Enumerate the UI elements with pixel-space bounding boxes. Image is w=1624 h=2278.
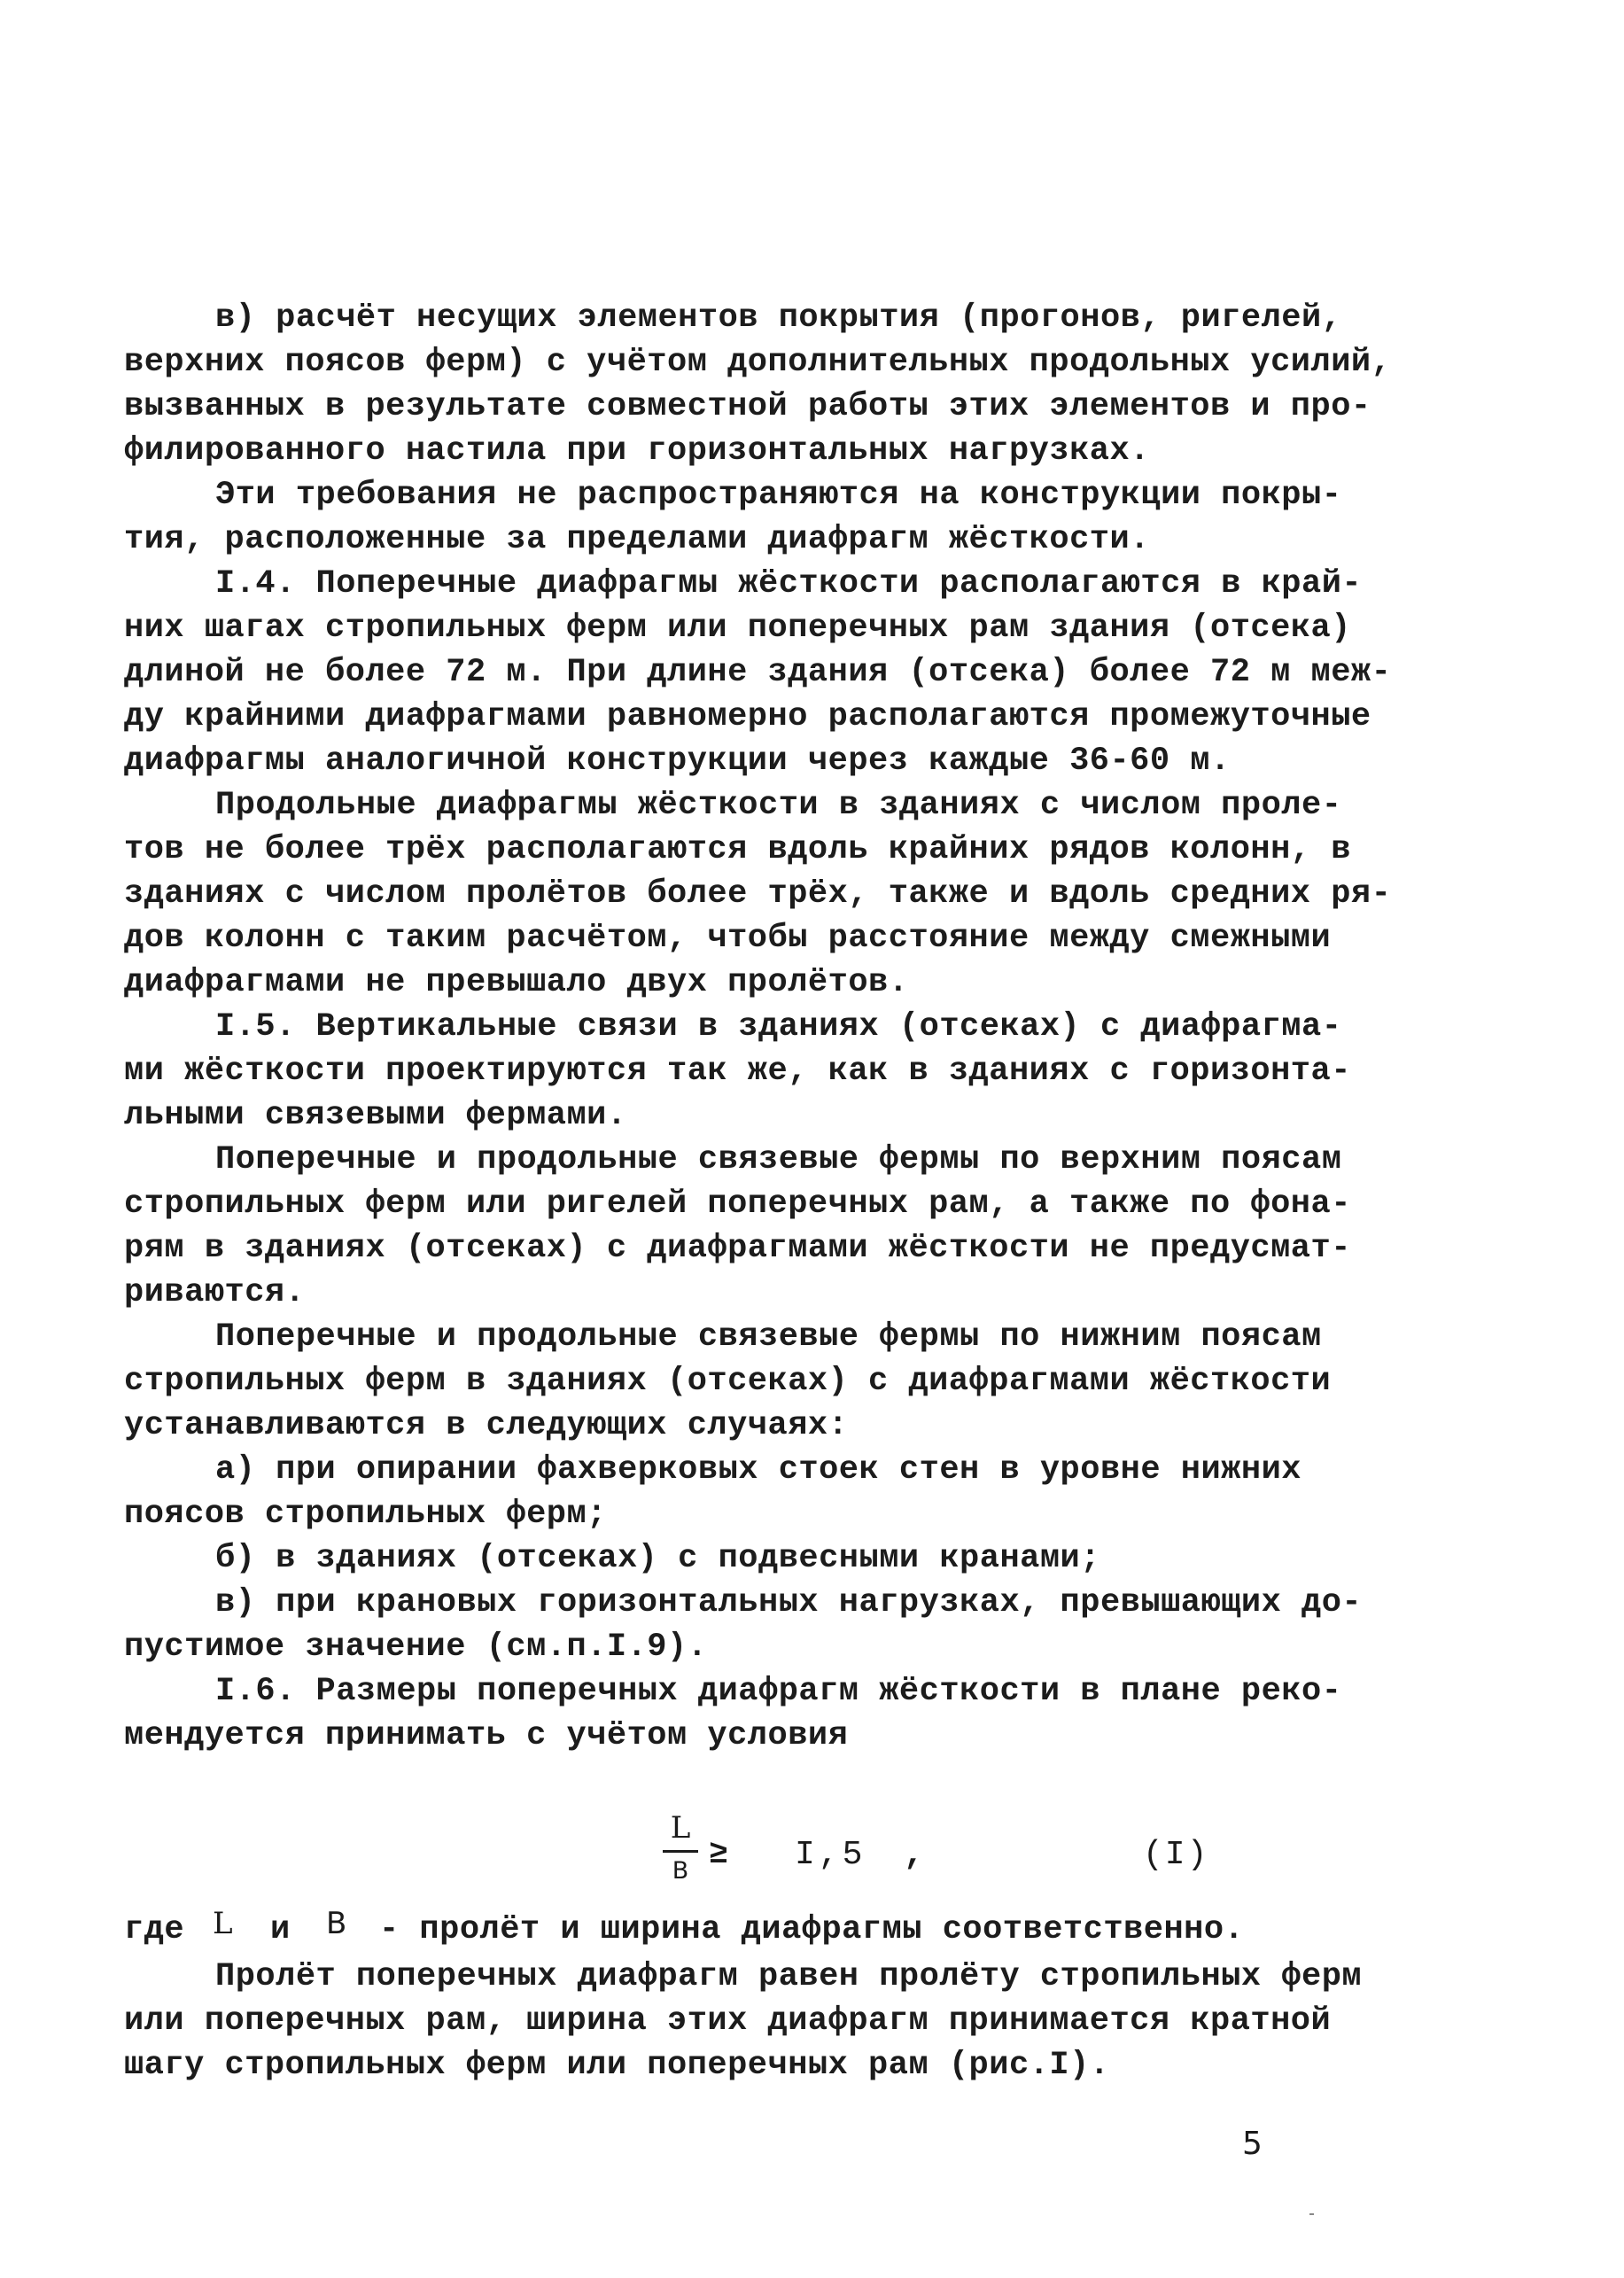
text-line: б) в зданиях (отсеках) с подвесными кранами; <box>215 1540 1100 1577</box>
text-line: шагу стропильных ферм или поперечных рам (рис.I). <box>124 2047 1110 2084</box>
text-line: них шагах стропильных ферм или поперечных рам здания (отсека) <box>124 610 1351 647</box>
text-line: поясов стропильных ферм; <box>124 1496 607 1533</box>
equation-relation: ≥ <box>709 1836 728 1872</box>
equation-numerator: L <box>670 1810 691 1846</box>
text-line: стропильных ферм в зданиях (отсеках) с диафрагмами жёсткости <box>124 1363 1332 1400</box>
text-line: Поперечные и продольные связевые фермы по верхним поясам <box>215 1141 1342 1178</box>
text-line: устанавливаются в следующих случаях: <box>124 1407 849 1444</box>
where-symbol-l: L <box>213 1906 233 1941</box>
text-line: рям в зданиях (отсеках) с диафрагмами жёсткости не предусмат- <box>124 1230 1351 1267</box>
text-line: льными связевыми фермами. <box>124 1097 627 1134</box>
where-word: где <box>124 1911 185 1948</box>
text-line: I.6. Размеры поперечных диафрагм жёсткости в плане реко- <box>215 1673 1342 1710</box>
text-line: Поперечные и продольные связевые фермы по нижним поясам <box>215 1318 1322 1356</box>
equation-value: I,5 <box>795 1836 866 1874</box>
equation-denominator: B <box>672 1857 689 1885</box>
text-line: филированного настила при горизонтальных нагрузках. <box>124 432 1150 470</box>
page-number: 5 <box>1242 2126 1263 2162</box>
text-line: I.4. Поперечные диафрагмы жёсткости располагаются в край- <box>215 565 1363 603</box>
text-line: Пролёт поперечных диафрагм равен пролёту стропильных ферм <box>215 1958 1363 1995</box>
where-definition: - пролёт и ширина диафрагмы соответственно. <box>379 1911 1245 1948</box>
text-line: верхних поясов ферм) с учётом дополнительных продольных усилий, <box>124 344 1392 381</box>
fraction-bar <box>663 1850 698 1853</box>
text-line: ду крайними диафрагмами равномерно располагаются промежуточные <box>124 698 1371 735</box>
text-line: Продольные диафрагмы жёсткости в зданиях с числом проле- <box>215 787 1342 824</box>
where-conjunction: и <box>270 1911 291 1948</box>
text-line: или поперечных рам, ширина этих диафрагм принимается кратной <box>124 2002 1332 2040</box>
text-line: дов колонн с таким расчётом, чтобы расстояние между смежными <box>124 920 1332 957</box>
text-line: а) при опирании фахверковых стоек стен в уровне нижних <box>215 1451 1302 1489</box>
equation-number: (I) <box>1143 1836 1209 1874</box>
where-symbol-b: B <box>326 1906 347 1941</box>
text-line: ми жёсткости проектируются так же, как в зданиях с горизонта- <box>124 1053 1351 1090</box>
text-line: мендуется принимать с учётом условия <box>124 1717 849 1754</box>
equation-fraction <box>663 1809 698 1907</box>
equation-comma: , <box>904 1836 924 1874</box>
text-line: зданиях с числом пролётов более трёх, также и вдоль средних ря- <box>124 875 1392 913</box>
text-line: в) при крановых горизонтальных нагрузках, превышающих до- <box>215 1584 1363 1621</box>
text-line: риваются. <box>124 1274 306 1311</box>
text-line: Эти требования не распространяются на конструкции покры- <box>215 477 1342 514</box>
text-line: в) расчёт несущих элементов покрытия (прогонов, ригелей, <box>215 299 1342 337</box>
text-line: тов не более трёх располагаются вдоль крайних рядов колонн, в <box>124 831 1351 868</box>
scan-speck <box>1309 2213 1314 2215</box>
text-line: вызванных в результате совместной работы этих элементов и про- <box>124 388 1371 425</box>
text-line: тия, расположенные за пределами диафрагм жёсткости. <box>124 521 1150 558</box>
text-line: пустимое значение (см.п.I.9). <box>124 1629 708 1666</box>
text-line: I.5. Вертикальные связи в зданиях (отсеках) с диафрагма- <box>215 1008 1342 1046</box>
text-line: длиной не более 72 м. При длине здания (отсека) более 72 м меж- <box>124 654 1392 691</box>
text-line: стропильных ферм или ригелей поперечных рам, а также по фона- <box>124 1186 1351 1223</box>
text-line: диафрагмами не превышало двух пролётов. <box>124 964 909 1001</box>
text-line: диафрагмы аналогичной конструкции через каждые 36-60 м. <box>124 742 1231 780</box>
